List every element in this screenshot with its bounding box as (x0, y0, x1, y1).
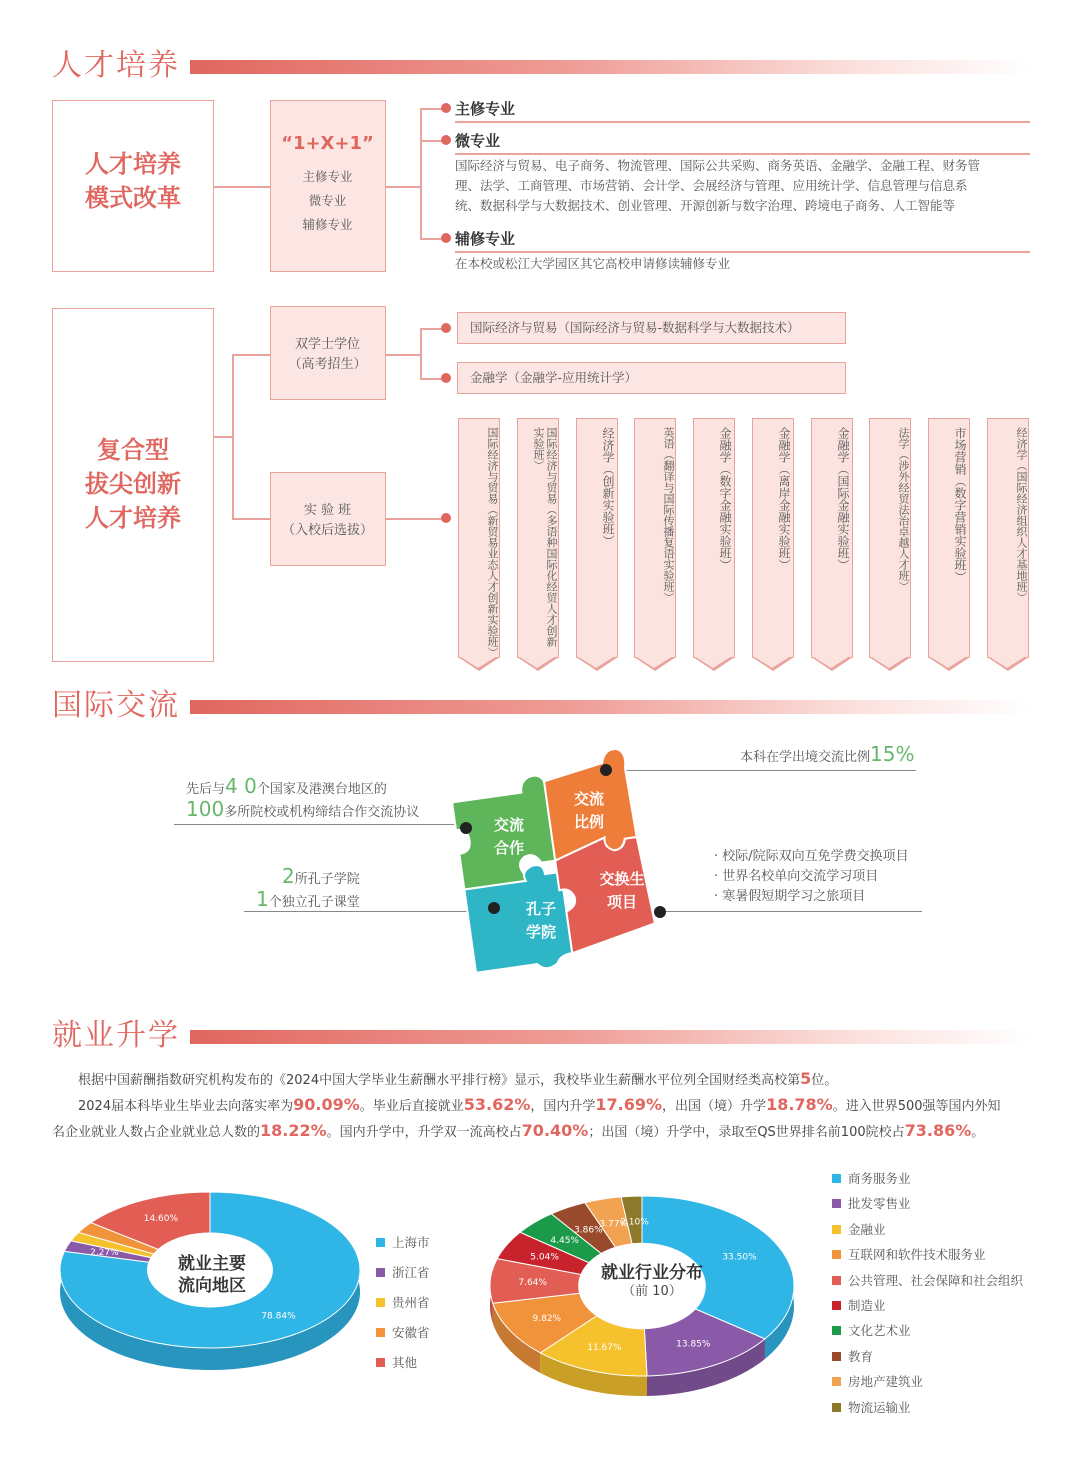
connector (232, 354, 234, 518)
class-card (752, 418, 794, 658)
puzzle-label-cooperation: 交流 合作 (493, 816, 524, 857)
legend-item (832, 1348, 873, 1366)
legend-swatch (832, 1352, 841, 1361)
composite-title-2: 拔尖创新 (85, 470, 181, 498)
legend-swatch (376, 1358, 385, 1367)
reform-title-2: 模式改革 (85, 184, 181, 212)
legend-swatch (832, 1301, 841, 1310)
legend-item (832, 1322, 911, 1340)
mid-item: 微专业 (308, 193, 347, 208)
exp-label-1: 实 验 班 (303, 503, 352, 518)
legend-swatch (832, 1403, 841, 1412)
micro-text: 国际经济与贸易、电子商务、物流管理、国际公共采购、商务英语、金融学、金融工程、财务管 (455, 158, 981, 173)
industry-chart-subtitle: （前 10） (622, 1284, 682, 1299)
legend-swatch (832, 1326, 841, 1335)
class-card (634, 418, 676, 658)
pie-data-label: 78.84% (261, 1311, 296, 1322)
class-card-label: 市场营销（数字营销实验班） (953, 427, 967, 583)
program-box: 金融学（金融学-应用统计学） (457, 362, 846, 394)
class-card-label: 国际经济与贸易（多语种国际化经贸人才创新实验班） (532, 427, 558, 647)
section-title-employment: 就业升学 (52, 1018, 180, 1053)
connector (214, 436, 232, 438)
pie-data-label: 7.64% (518, 1278, 547, 1289)
class-card (811, 418, 853, 658)
reform-mid-box (270, 100, 386, 272)
legend-label: 文化艺术业 (848, 1323, 911, 1339)
legend-item (832, 1399, 911, 1417)
legend-item (376, 1294, 430, 1312)
mid-item: 主修专业 (302, 169, 353, 184)
section-bar (190, 1030, 1032, 1044)
confucius-institute-line: 2所孔子学院 (282, 864, 360, 888)
class-card-label: 国际经济与贸易（新贸易业态人才创新实验班） (486, 427, 499, 658)
legend-swatch (832, 1225, 841, 1234)
legend-label: 其他 (392, 1355, 418, 1370)
composite-left-box (52, 308, 214, 662)
class-card-label: 金融学（国际金融实验班） (836, 427, 850, 571)
connector (420, 328, 422, 378)
section-title-talent: 人才培养 (52, 48, 180, 83)
legend-label: 教育 (848, 1348, 874, 1364)
connector (386, 186, 420, 188)
legend-swatch (832, 1250, 841, 1259)
section-bar (190, 60, 1032, 74)
reform-title-1: 人才培养 (85, 150, 181, 178)
outcome-paragraph-2: 名企业就业人数占企业就业总人数的18.22%。国内升学中，升学双一流高校占70.40%；出国（境）升学中，录取至QS世界排名前100院校占73.86%。 (52, 1121, 985, 1140)
pie-data-label: 2.10% (620, 1217, 649, 1228)
formula-label: “1+X+1” (281, 133, 374, 154)
bullet-dot (441, 373, 451, 383)
legend-swatch (376, 1238, 385, 1247)
dual-degree-box (270, 306, 386, 400)
class-card (458, 418, 500, 658)
exchange-bullet: · 世界名校单向交流学习项目 (714, 869, 879, 884)
puzzle-label-exchange: 交换生 项目 (599, 870, 645, 911)
class-card-label: 金融学（数字金融实验班） (718, 427, 732, 571)
legend-label: 安徽省 (392, 1325, 430, 1340)
legend-swatch (376, 1328, 385, 1337)
micro-text: 统、数据科学与大数据技术、创业管理、开源创新与数字治理、跨境电子商务、人工智能等 (455, 198, 956, 213)
pie-data-label: 14.60% (143, 1214, 179, 1225)
pie-data-label: 2.27% (90, 1248, 119, 1259)
bullet-dot (441, 135, 451, 145)
legend-swatch (832, 1276, 841, 1285)
legend-swatch (832, 1199, 841, 1208)
connector (386, 354, 420, 356)
bullet-dot (441, 513, 451, 523)
class-card (928, 418, 970, 658)
class-card-label: 英语（翻译与国际传播复语实验班） (662, 427, 675, 603)
legend-label: 公共管理、社会保障和社会组织 (848, 1272, 1024, 1288)
connector (386, 518, 446, 520)
dual-label-1: 双学士学位 (294, 337, 360, 352)
rule (455, 153, 1030, 155)
connector (214, 186, 270, 188)
legend-label: 批发零售业 (848, 1196, 911, 1212)
composite-title-3: 人才培养 (85, 504, 181, 532)
minor-label: 辅修专业 (455, 230, 516, 248)
pie-data-label: 13.85% (676, 1339, 711, 1350)
rule (660, 911, 922, 912)
legend-label: 物流运输业 (848, 1399, 911, 1415)
pie-data-label: 3.77% (599, 1219, 628, 1230)
legend-item (832, 1272, 1023, 1290)
class-card-label: 经济学（国际经济组织人才基地班） (1015, 427, 1028, 603)
legend-item (832, 1246, 986, 1264)
legend-label: 浙江省 (392, 1265, 430, 1280)
legend-item (376, 1354, 417, 1372)
legend-label: 金融业 (848, 1221, 886, 1237)
experimental-class-box (270, 472, 386, 566)
legend-label: 贵州省 (392, 1295, 430, 1310)
partners-line-1: 先后与4 0个国家及港澳台地区的 (186, 774, 387, 798)
reform-left-box (52, 100, 214, 272)
connector (232, 354, 270, 356)
legend-item (832, 1221, 886, 1239)
class-card (869, 418, 911, 658)
composite-title-1: 复合型 (97, 436, 169, 464)
bullet-dot (441, 103, 451, 113)
section-title-exchange: 国际交流 (52, 688, 180, 723)
puzzle-graphic (440, 748, 680, 984)
exchange-ratio-line: 本科在学出境交流比例15% (740, 742, 915, 766)
dual-label-2: （高考招生） (288, 357, 367, 372)
bullet-dot (441, 233, 451, 243)
pie-data-label: 3.86% (574, 1225, 603, 1236)
legend-item (376, 1234, 430, 1252)
legend-item (832, 1170, 911, 1188)
legend-item (376, 1324, 430, 1342)
micro-text: 理、法学、工商管理、市场营销、会计学、会展经济与管理、应用统计学、信息管理与信息系 (455, 178, 968, 193)
partners-line-2: 100多所院校或机构缔结合作交流协议 (186, 797, 420, 821)
program-box: 国际经济与贸易（国际经济与贸易-数据科学与大数据技术） (457, 312, 846, 344)
pie-data-label: 33.50% (722, 1252, 757, 1263)
legend-item (832, 1297, 886, 1315)
confucius-classroom-line: 1个独立孔子课堂 (256, 887, 360, 911)
connector (232, 518, 270, 520)
legend-swatch (832, 1377, 841, 1386)
class-card (517, 418, 559, 658)
legend-swatch (376, 1298, 385, 1307)
bullet-dot (441, 323, 451, 333)
salary-paragraph: 根据中国薪酬指数研究机构发布的《2024中国大学毕业生薪酬水平排行榜》显示，我校毕业生薪酬水平位列全国财经类高校第5位。 (78, 1069, 838, 1088)
exp-label-2: （入校后选拔） (281, 523, 373, 538)
legend-item (832, 1373, 923, 1391)
legend-item (832, 1195, 911, 1213)
class-card (576, 418, 618, 658)
pie-data-label: 5.04% (530, 1252, 559, 1263)
puzzle-label-ratio: 交流 比例 (573, 790, 604, 831)
legend-label: 商务服务业 (848, 1171, 911, 1186)
legend-label: 制造业 (848, 1298, 886, 1313)
major-label: 主修专业 (455, 100, 516, 118)
pie-data-label: 9.82% (532, 1313, 562, 1324)
rule (455, 121, 1030, 123)
region-chart-title: 就业主要流向地区 (178, 1254, 246, 1296)
legend-label: 互联网和软件技术服务业 (848, 1247, 986, 1263)
legend-item (376, 1264, 430, 1282)
class-card-label: 经济学（创新实验班） (601, 427, 615, 547)
outcome-paragraph-1: 2024届本科毕业生毕业去向落实率为90.09%。毕业后直接就业53.62%，国内升学17.69%，出国（境）升学18.78%。进入世界500强等国内外知 (78, 1095, 1001, 1114)
pie-data-label: 11.67% (587, 1342, 622, 1353)
mid-item: 辅修专业 (302, 217, 353, 232)
pie-data-label: 4.45% (550, 1236, 579, 1247)
legend-swatch (832, 1174, 841, 1183)
industry-chart-title: 就业行业分布 (601, 1263, 703, 1283)
legend-label: 房地产建筑业 (848, 1374, 924, 1390)
exchange-bullet: · 寒暑假短期学习之旅项目 (714, 889, 866, 904)
connector (420, 108, 422, 238)
exchange-bullet: · 校际/院际双向互免学费交换项目 (714, 849, 909, 864)
legend-label: 上海市 (392, 1235, 430, 1250)
rule (455, 251, 1030, 253)
micro-label: 微专业 (455, 132, 501, 150)
section-bar (190, 700, 1032, 714)
legend-swatch (376, 1268, 385, 1277)
class-card-label: 金融学（离岸金融实验班） (777, 427, 791, 571)
class-card (987, 418, 1029, 658)
class-card-label: 法学（涉外经贸法治卓越人才班） (897, 427, 910, 592)
class-card (693, 418, 735, 658)
puzzle-label-confucius: 孔子 学院 (525, 900, 556, 941)
minor-text: 在本校或松江大学园区其它高校申请修读辅修专业 (455, 256, 731, 271)
rule (174, 824, 464, 825)
